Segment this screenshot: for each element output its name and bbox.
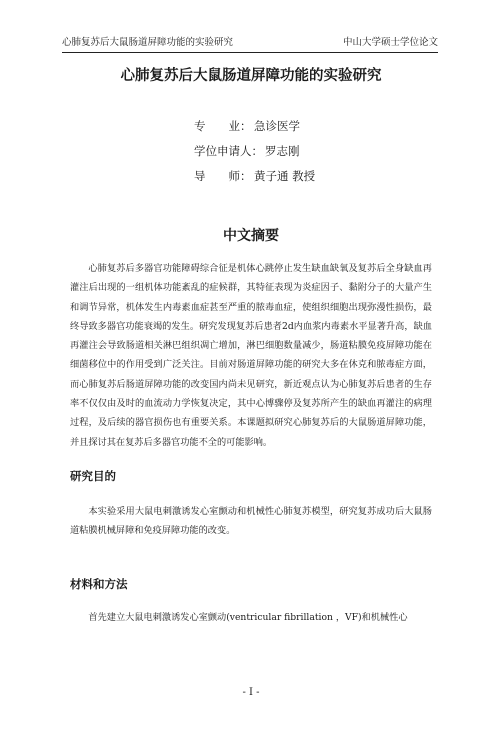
advisor-value: 黄子通 教授 [254,169,316,183]
header-left-title: 心肺复苏后大鼠肠道屏障功能的实验研究 [62,37,234,48]
major-value: 急诊医学 [254,119,300,133]
header-right-title: 中山大学硕士学位论文 [342,37,438,48]
section-objective-text: 本实验采用大鼠电刺激诱发心室颤动和机械性心肺复苏模型，研究复苏成功后大鼠肠道粘膜机械屏障和免疫屏障功能的改变。 [70,506,432,537]
applicant-label: 学位申请人： [194,144,263,158]
abstract-heading: 中文摘要 [223,228,279,244]
advisor-label: 导 师： [194,169,252,183]
section-methods-text: 首先建立大鼠电刺激诱发心室颤动(ventricular fibrillation ，VF)和机械性心 [88,612,408,623]
header-rule [62,52,438,53]
section-objective-heading: 研究目的 [70,469,116,483]
section-methods-heading: 材料和方法 [70,577,128,591]
page-number: - I - [242,687,260,698]
major-label: 专 业： [194,119,252,133]
thesis-title: 心肺复苏后大鼠肠道屏障功能的实验研究 [120,68,382,84]
abstract-paragraph: 心肺复苏后多器官功能障碍综合征是机体心跳停止发生缺血缺氧及复苏后全身缺血再灌注后出现的一组机体功能紊乱的症候群，其特征表现为炎症因子、黏附分子的大量产生和调节异常，机体发生内毒素血症甚至严重的脓毒血症，使组织细胞出现弥漫性损伤，最终导致多器官功能衰竭的发生。研究发现复苏后患者2d内血浆内毒素水平显著升高，缺血再灌注会导致肠道相关淋巴组织凋亡增加，淋巴细胞数量减少，肠道粘膜免疫屏障功能在细菌移位中的作用受到广泛关注。目前对肠道屏障功能的研究大多在休克和脓毒症方面，而心肺复苏后肠道屏障功能的改变国内尚未见研究，新近观点认为心肺复苏后患者的生存率不仅仅由及时的血流动力学恢复决定，其中心博骤停及复苏所产生的缺血再灌注的病理过程，及后续的器官损伤也有重要关系。本课题拟研究心肺复苏后的大鼠肠道屏障功能，并且探讨其在复苏后多器官功能不全的可能影响。 [70,263,432,448]
applicant-value: 罗志刚 [265,144,300,158]
running-header [62,37,438,49]
